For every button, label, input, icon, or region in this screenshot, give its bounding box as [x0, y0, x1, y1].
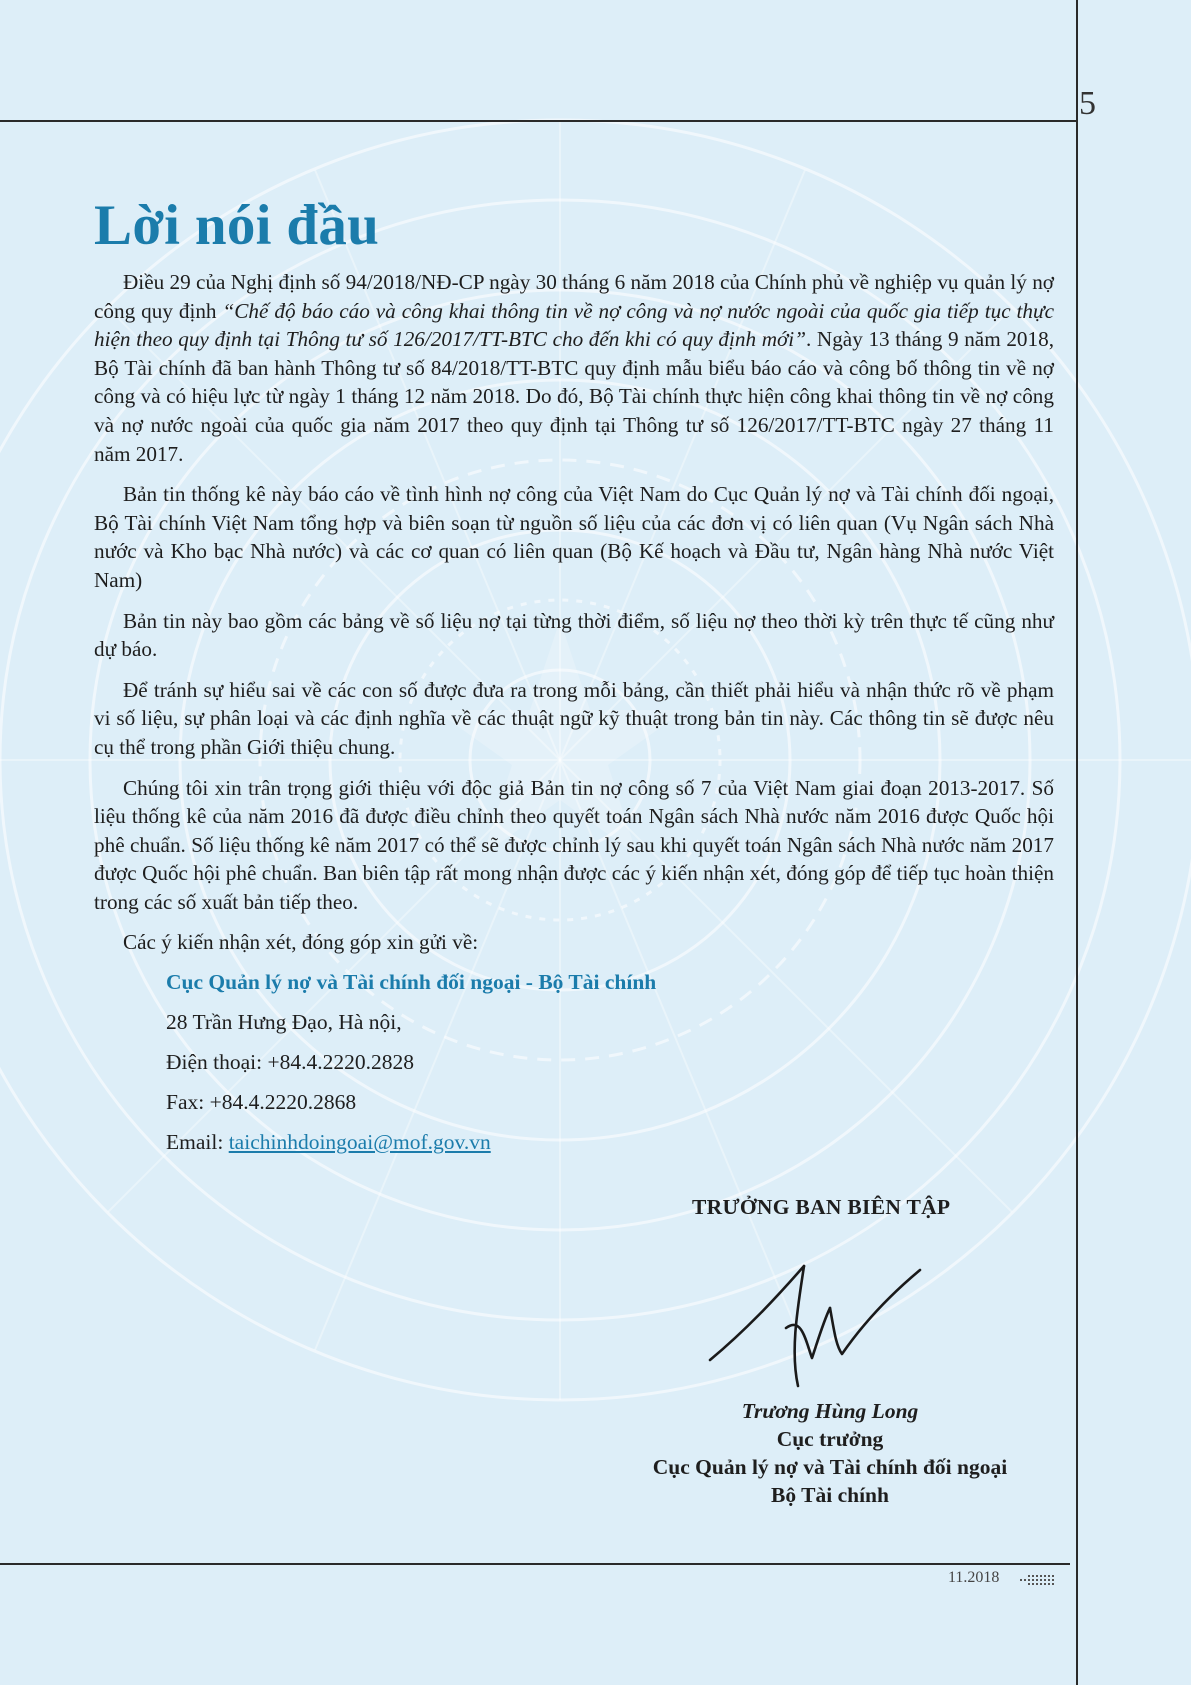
contact-email-link[interactable]: taichinhdoingoai@mof.gov.vn — [228, 1130, 491, 1155]
handwritten-signature — [706, 1258, 946, 1393]
paragraph-1-rest: . Ngày 13 tháng 9 năm 2018, Bộ Tài chính đã ban hành Thông tư số 84/2018/TT-BTC quy định mẫu biểu báo cáo và công bố thông tin về nợ công và có hiệu lực từ ngày 1 tháng 12 năm 2018. Do đó, Bộ Tài chính thực hiện công khai thông tin về nợ công và nợ nước ngoài của quốc gia năm 2017 theo quy định tại Thông tư số 126/2017/TT-BTC ngày 27 tháng 11 năm 2017. — [94, 327, 1054, 466]
contact-email-line — [166, 1127, 1054, 1157]
paragraph-1-quote: “Chế độ báo cáo và công khai thông tin về nợ công và nợ nước ngoài của quốc gia tiếp tục thực hiện theo quy định tại Thông tư số 126/2017/TT-BTC cho đến khi có quy định mới” — [94, 298, 1054, 352]
paragraph-6: Các ý kiến nhận xét, đóng góp xin gửi về: — [123, 930, 479, 955]
contact-phone: Điện thoại: +84.4.2220.2828 — [166, 1050, 415, 1075]
signature-block — [560, 1398, 1100, 1509]
paragraph-1-intro: Điều 29 của Nghị định số 94/2018/NĐ-CP ngày 30 tháng 6 năm 2018 của Chính phủ về nghiệp vụ quản lý nợ công quy định — [94, 270, 1054, 323]
preface-content — [94, 192, 1054, 1157]
paragraph-3: Bản tin này bao gồm các bảng về số liệu nợ tại từng thời điểm, số liệu nợ theo thời kỳ trên thực tế cũng như dự báo. — [94, 608, 1054, 662]
footer-date: 11.2018 — [948, 1569, 1000, 1586]
paragraph-1 — [94, 268, 1054, 468]
contact-address: 28 Trần Hưng Đạo, Hà nội, — [166, 1010, 402, 1035]
contact-fax: Fax: +84.4.2220.2868 — [166, 1090, 357, 1115]
paragraph-4: Để tránh sự hiểu sai về các con số được đưa ra trong mỗi bảng, cần thiết phải hiểu và nhận thức rõ về phạm vi số liệu, sự phân loại và các định nghĩa về các thuật ngữ kỹ thuật trong bản tin này. Các thông tin sẽ được nêu cụ thể trong phần Giới thiệu chung. — [94, 677, 1054, 759]
contact-organization: Cục Quản lý nợ và Tài chính đối ngoại - Bộ Tài chính — [166, 970, 657, 995]
footer-dots-ornament — [1020, 1574, 1060, 1588]
signatory-name: Trương Hùng Long — [741, 1399, 919, 1423]
signatory-position: Cục trưởng — [776, 1427, 884, 1451]
header-rule — [0, 120, 1076, 122]
paragraph-5: Chúng tôi xin trân trọng giới thiệu với độc giả Bản tin nợ công số 7 của Việt Nam giai đoạn 2013-2017. Số liệu thống kê của năm 2016 đã được điều chỉnh theo quyết toán Ngân sách Nhà nước năm 2016 được Quốc hội phê chuẩn. Số liệu thống kê năm 2017 có thể sẽ được chỉnh lý sau khi quyết toán Ngân sách Nhà nước năm 2017 được Quốc hội phê chuẩn. Ban biên tập rất mong nhận được các ý kiến nhận xét, đóng góp để tiếp tục hoàn thiện trong các số xuất bản tiếp theo. — [94, 775, 1054, 914]
contact-block — [166, 967, 1054, 1157]
page-title: Lời nói đầu — [94, 194, 380, 257]
signatory-department: Cục Quản lý nợ và Tài chính đối ngoại — [652, 1455, 1008, 1479]
contact-email-label: Email: — [166, 1130, 229, 1155]
footer-rule — [0, 1563, 1070, 1565]
paragraph-2: Bản tin thống kê này báo cáo về tình hình nợ công của Việt Nam do Cục Quản lý nợ và Tài chính đối ngoại, Bộ Tài chính Việt Nam tổng hợp và biên soạn từ nguồn số liệu của các đơn vị có liên quan (Vụ Ngân sách Nhà nước và Kho bạc Nhà nước) và các cơ quan có liên quan (Bộ Kế hoạch và Đầu tư, Ngân hàng Nhà nước Việt Nam) — [94, 482, 1054, 592]
page-number: 5 — [1079, 85, 1096, 122]
signatory-ministry: Bộ Tài chính — [771, 1483, 889, 1507]
editorial-board-heading: TRƯỞNG BAN BIÊN TẬP — [692, 1195, 951, 1219]
